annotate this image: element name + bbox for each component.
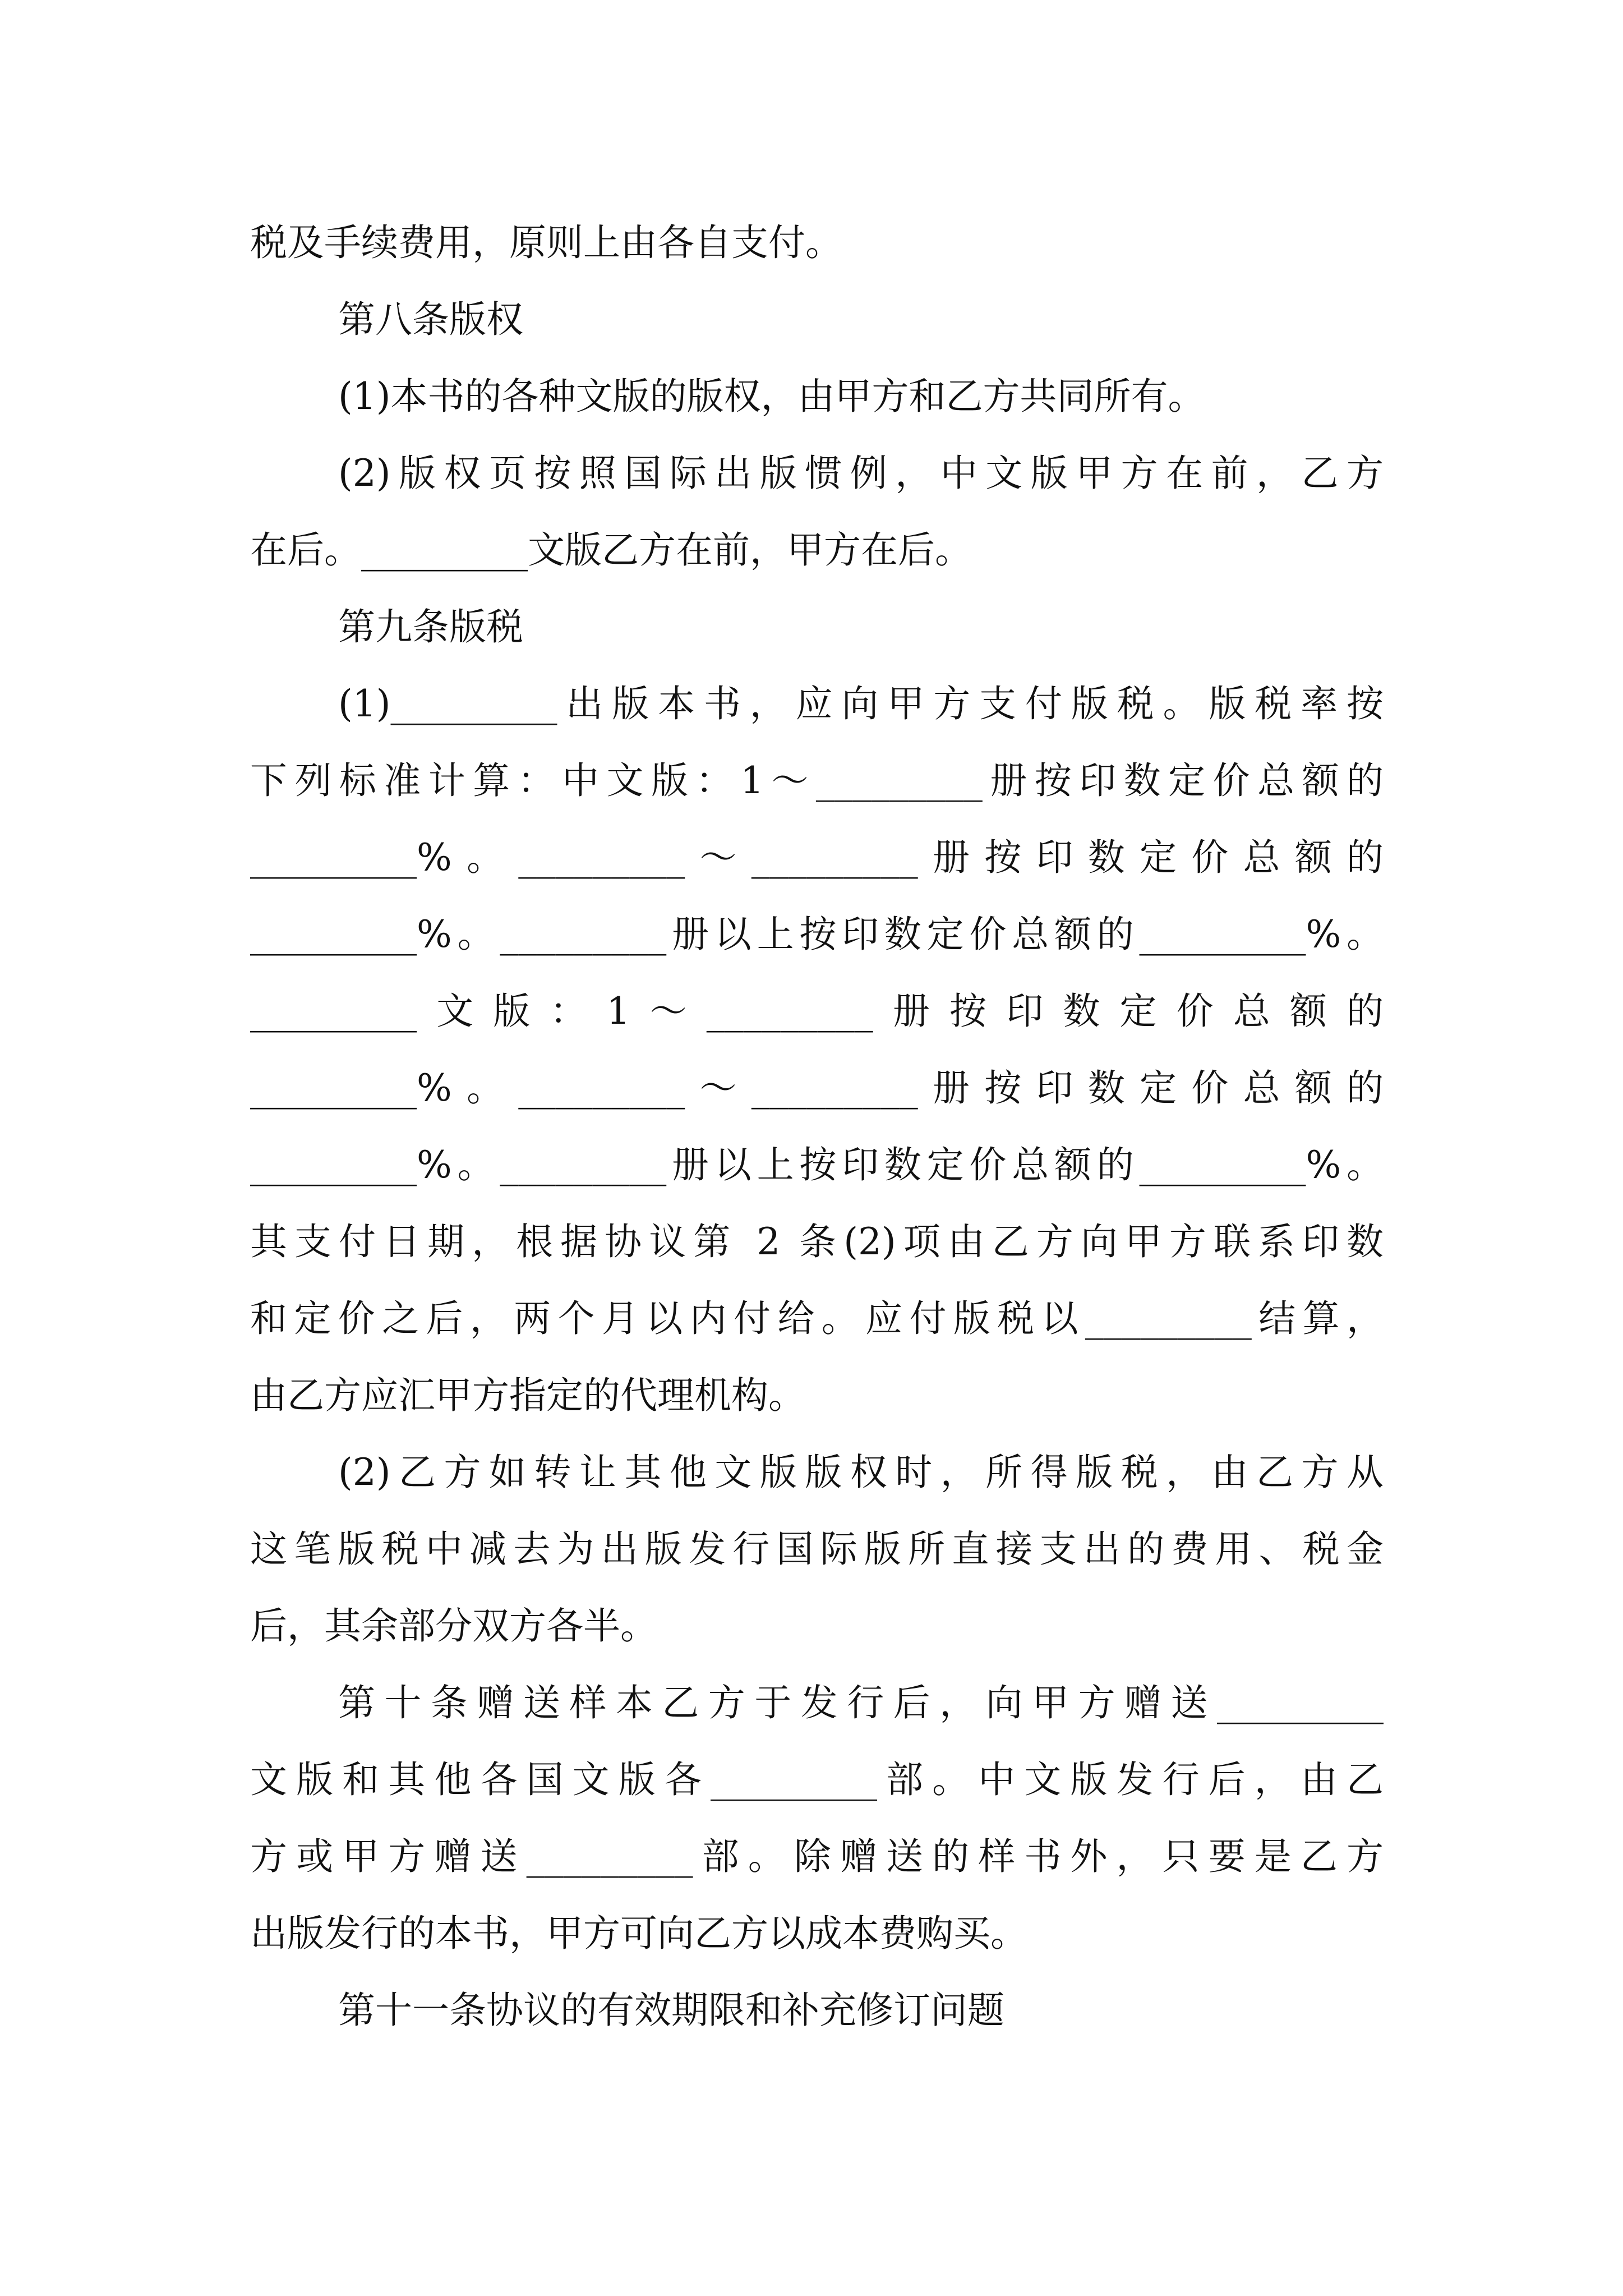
paragraph-line: 在后。_________文版乙方在前，甲方在后。: [250, 528, 972, 572]
paragraph-line: (1)本书的各种文版的版权，由甲方和乙方共同所有。: [338, 375, 1205, 418]
article-heading: 第八条版权: [338, 298, 523, 341]
article-heading: 第十一条协议的有效期限和补充修订问题: [338, 1989, 1004, 2032]
paragraph-line: 第十条赠送样本乙方于发行后，向甲方赠送_________: [338, 1681, 1384, 1724]
paragraph-line: 和定价之后，两个月以内付给。应付版税以_________结算，: [250, 1297, 1384, 1340]
paragraph-line: 方或甲方赠送_________部。除赠送的样书外，只要是乙方: [250, 1835, 1384, 1878]
paragraph-line: 后，其余部分双方各半。: [250, 1604, 657, 1648]
paragraph-line: _________文版：1～_________册按印数定价总额的: [250, 990, 1384, 1033]
paragraph-line: (1)_________出版本书，应向甲方支付版税。版税率按: [338, 682, 1384, 725]
paragraph-line: 这笔版税中减去为出版发行国际版所直接支出的费用、税金: [250, 1527, 1384, 1571]
paragraph-line: 由乙方应汇甲方指定的代理机构。: [250, 1374, 805, 1417]
paragraph-line: 文版和其他各国文版各_________部。中文版发行后，由乙: [250, 1758, 1384, 1801]
paragraph-line: _________%。_________册以上按印数定价总额的_________%。: [250, 1143, 1384, 1186]
paragraph-line: (2)版权页按照国际出版惯例，中文版甲方在前，乙方: [338, 452, 1384, 495]
paragraph-line: _________%。_________～_________册按印数定价总额的: [250, 836, 1384, 879]
paragraph-line: 其支付日期，根据协议第 2 条(2)项由乙方向甲方联系印数: [250, 1220, 1384, 1263]
paragraph-line: _________%。_________～_________册按印数定价总额的: [250, 1066, 1384, 1110]
paragraph-line: 下列标准计算：中文版：1～_________册按印数定价总额的: [250, 759, 1384, 802]
article-heading: 第九条版税: [338, 605, 523, 648]
paragraph-line: _________%。_________册以上按印数定价总额的_________%。: [250, 913, 1384, 956]
paragraph-line: (2)乙方如转让其他文版版权时，所得版税，由乙方从: [338, 1451, 1384, 1494]
paragraph-line: 出版发行的本书，甲方可向乙方以成本费购买。: [250, 1912, 1027, 1955]
paragraph-line: 税及手续费用，原则上由各自支付。: [250, 221, 842, 264]
